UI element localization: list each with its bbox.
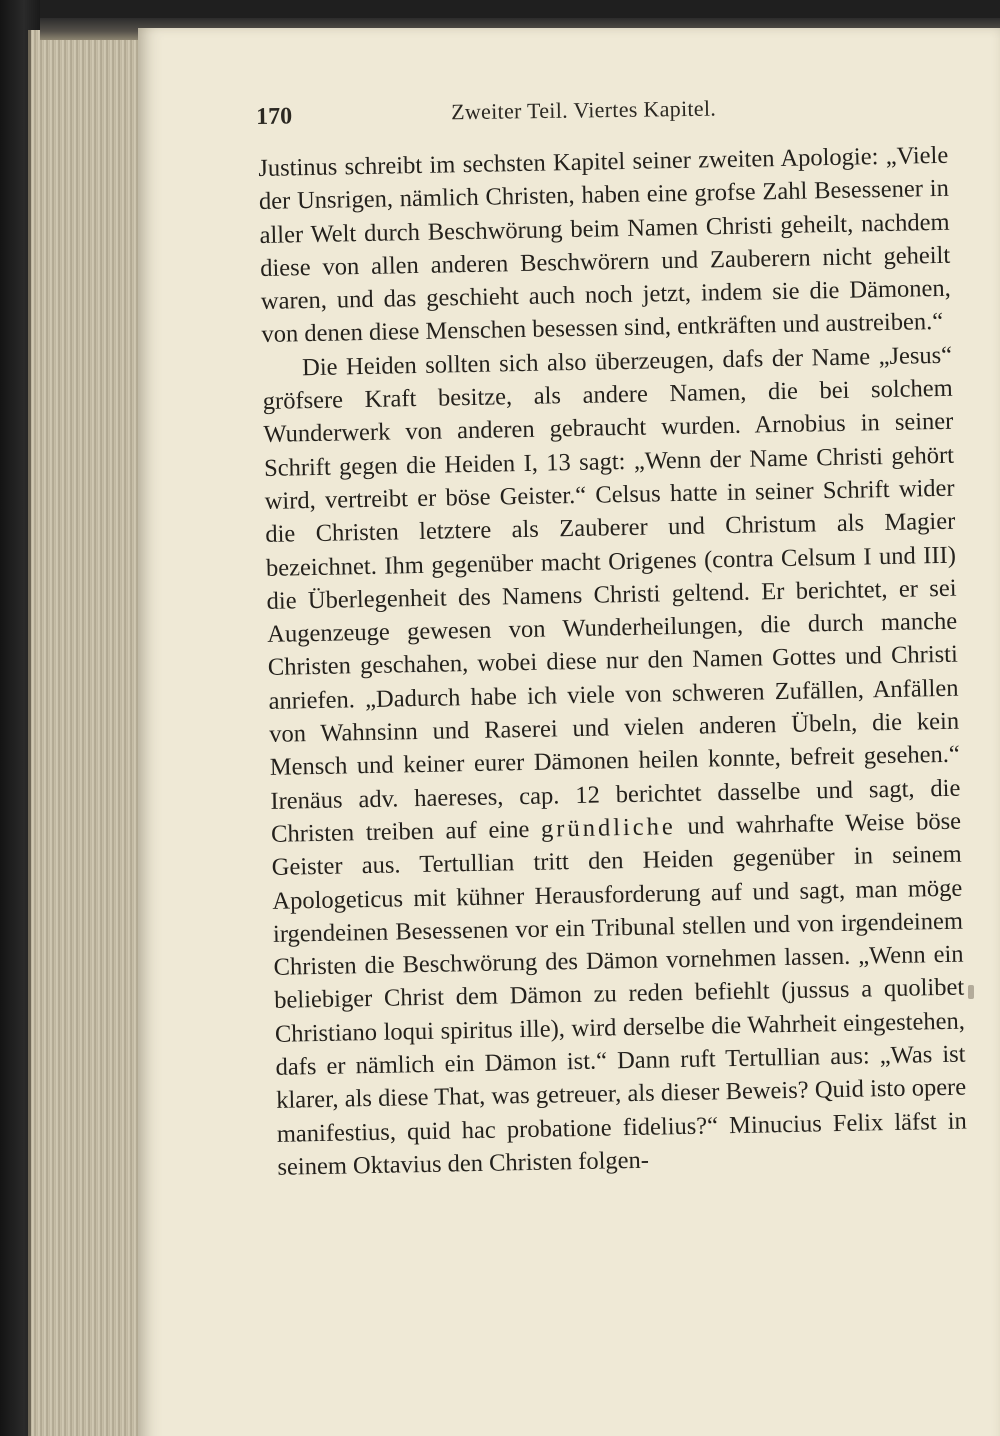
paragraph-heiden-part-2: und wahrhafte Weise böse Geister aus. Tertullian tritt den Heiden gegenüber in seinem Apologeticus mit kühner Herausforderung auf und sagt, man möge irgendeinen Besessenen vor ein Tribunal stellen und von irgendeinem Christen die Beschwörung des Dämon vornehmen lassen. „Wenn ein beliebiger Christ dem Dämon zu reden befiehlt (jussus a quolibet Christiano loqui spiritus ille), wird derselbe die Wahrheit eingestehen, dafs er nämlich ein Dämon ist.“ Dann ruft Tertullian aus: „Was ist klarer, als diese That, was getreuer, als dieser Beweis? Quid isto opere manifestius, quid hac probatione fidelius?“ Minucius Felix läfst in seinem Oktavius den Christen folgen- [271,807,967,1181]
book-page [138,28,1000,1436]
body-text [258,139,968,1184]
page-number: 170 [256,103,293,130]
running-head: Zweiter Teil. Viertes Kapitel. [450,95,717,125]
emphasized-word: gründliche [540,813,677,843]
paragraph-heiden-part-1: Die Heiden sollten sich also überzeugen, dafs der Name „Jesus“ gröfsere Kraft besitze, als andere Namen, die bei solchem Wunderwerk von anderen gebraucht wurden. Arnobius in seiner Schrift gegen die Heiden I, 13 sagt: „Wenn der Name Christi gehört wird, vertreibt er böse Geister.“ Celsus hatte in seiner Schrift wider die Christen letztere als Zauberer und Christum als Magier bezeichnet. Ihm gegenüber macht Origenes (contra Celsum I und III) die Überlegenheit des Namens Christi geltend. Er berichtet, er sei Augenzeuge gewesen von Wunderheilungen, die durch manche Christen geschahen, wobei diese nur den Namen Gottes und Christi anriefen. „Dadurch habe ich viele von schweren Zufällen, Anfällen von Wahnsinn und Raserei und vielen anderen Übeln, die kein Mensch und keiner eurer Dämonen heilen konnte, befreit gesehen.“ Irenäus adv. haereses, cap. 12 berichtet dasselbe und sagt, die Christen treiben auf eine [262,341,961,848]
margin-mark [968,985,974,999]
paragraph-justinus: Justinus schreibt im sechsten Kapitel seiner zweiten Apologie: „Viele der Unsrigen, nämlich Christen, haben eine grofse Zahl Besessener in aller Welt durch Beschwörung beim Namen Christi geheilt, nachdem diese von allen anderen Beschwörern und Zauberern nicht geheilt waren, und das geschieht auch noch jetzt, indem sie die Dämonen, von denen diese Menschen besessen sind, entkräften und austreiben.“ [258,141,952,349]
paragraph-heiden [262,338,968,1184]
page-header [256,92,956,136]
